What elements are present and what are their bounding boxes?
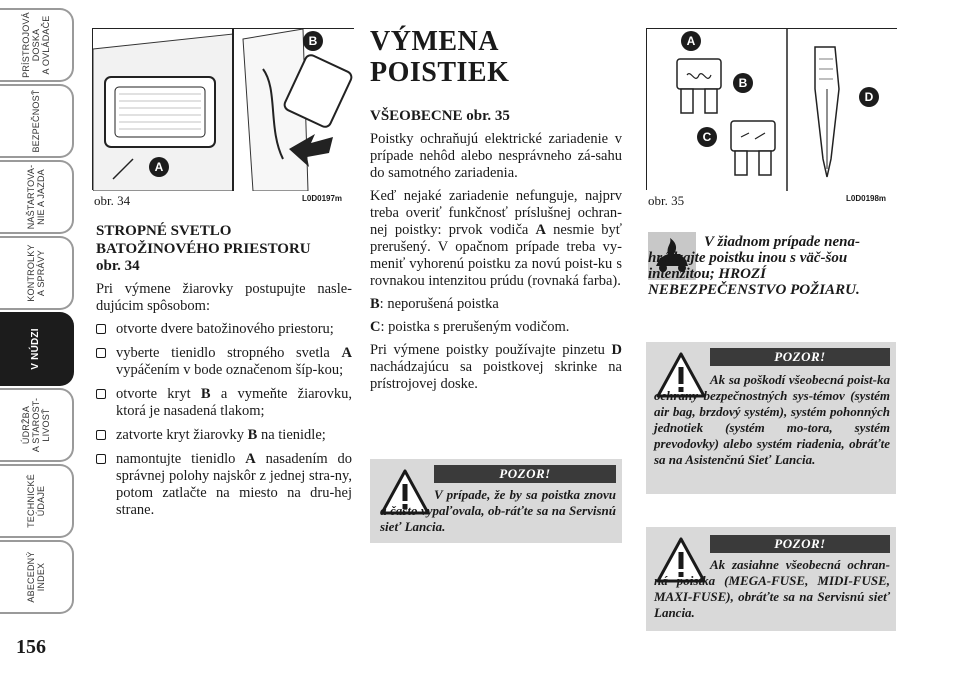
tab-label: TECHNICKÉ ÚDAJE xyxy=(26,474,46,528)
legend-b-key: B xyxy=(370,296,380,312)
step-text-post: nasadením do správnej polohy najskôr z jednej stra-ny, potom zatlačte na miesto na dru-hej strane. xyxy=(116,451,352,518)
legend-b-text: : neporušená poistka xyxy=(379,296,499,312)
chapter-title-line1: VÝMENA xyxy=(370,26,499,57)
legend-c-text: : poistka s prerušeným vodičom. xyxy=(380,319,570,335)
tab-label: ÚDRŽBA A STAROST- LIVOSŤ xyxy=(21,397,51,453)
step-item xyxy=(96,321,352,338)
figure-reference: obr. 34 xyxy=(96,258,140,274)
warning-text: Ak sa poškodí všeobecná poist-ka ochrany bezpečnostných sys-témov (systém air bag, brzdový systém), systém pohonných jednotiek (systém mo-tora, systém prevodovky) alebo systém riadenia, obráťte sa na Asistenčnú Sieť Lancia. xyxy=(654,372,890,467)
chapter-title-line2: POISTIEK xyxy=(370,57,510,88)
warning-header: POZOR! xyxy=(710,535,890,553)
p2-text-end: nesmie byť prerušený. V opačnom prípade treba vy-meniť vyhorenú poistku za novú poist-ku s rovnakou intenzitou prúdu (rovnaká farba). xyxy=(370,222,622,289)
danger-note xyxy=(648,234,896,298)
callout-b: B xyxy=(303,31,323,51)
tab-chapter-2[interactable] xyxy=(0,160,74,234)
danger-text: V žiadnom prípade nena-hrádzajte poistku inou s väč-šou intenzitou; HROZÍ NEBEZPEČENSTVO POŽIARU. xyxy=(648,234,860,298)
p3-text: Pri výmene poistky používajte pinzetu xyxy=(370,342,612,358)
step-text-bold: B xyxy=(200,386,211,402)
tab-chapter-5[interactable] xyxy=(0,388,74,462)
callout-b: B xyxy=(733,73,753,93)
checkbox-bullet-icon xyxy=(96,454,106,464)
figure-34-caption: obr. 34 xyxy=(94,193,131,208)
step-text-pre: otvorte dvere batožinového priestoru; xyxy=(116,321,334,337)
section-fuses-general xyxy=(370,108,622,399)
fuse-illustration xyxy=(647,29,898,191)
tab-chapter-6[interactable] xyxy=(0,464,74,538)
tab-label: BEZPEČNOSŤ xyxy=(31,89,41,153)
warning-box-3 xyxy=(646,527,896,631)
checkbox-bullet-icon xyxy=(96,348,106,358)
step-item xyxy=(96,427,352,444)
step-text-bold: A xyxy=(341,345,352,361)
tab-chapter-1[interactable] xyxy=(0,84,74,158)
p3-text-end: nachádzajúcu sa poistkovej skrinke na prístrojovej doske. xyxy=(370,359,622,392)
step-item xyxy=(96,451,352,519)
legend-c xyxy=(370,319,622,336)
paragraph-1: Poistky ochraňujú elektrické zariadenie v prípade nehôd alebo nesprávneho zá-sahu do samotného zariadenia. xyxy=(370,131,622,181)
chapter-tabs xyxy=(0,8,78,616)
p2-text: Keď nejaké zariadenie nefunguje, najprv treba overiť funkčnosť príslušnej ochran-nej poistky: prvok vodiča xyxy=(370,188,622,238)
figure-35-image xyxy=(646,28,897,190)
tab-label: PRÍSTROJOVÁ DOSKA A OVLÁDAČE xyxy=(21,12,51,78)
figure-34-code: L0D0197m xyxy=(302,194,343,203)
step-text-pre: namontujte tienidlo xyxy=(116,451,246,467)
p3-key: D xyxy=(611,342,622,358)
checkbox-bullet-icon xyxy=(96,389,106,399)
chapter-title xyxy=(370,26,630,88)
warning-header: POZOR! xyxy=(710,348,890,366)
trunk-light-illustration xyxy=(93,29,355,191)
tab-chapter-0[interactable] xyxy=(0,8,74,82)
checkbox-bullet-icon xyxy=(96,430,106,440)
step-list xyxy=(96,321,352,519)
step-text-post: vypáčením v bode označenom šíp-kou; xyxy=(116,362,344,378)
figure-35-code: L0D0198m xyxy=(846,194,887,203)
step-text-pre: vyberte tienidlo stropného svetla xyxy=(116,345,342,361)
figure-34-image xyxy=(92,28,354,190)
step-text-pre: zatvorte kryt žiarovky xyxy=(116,427,248,443)
step-text-bold: A xyxy=(245,451,256,467)
tab-label: NAŠTARTOVA- NIE A JAZDA xyxy=(26,164,46,230)
step-text-pre: otvorte kryt xyxy=(116,386,201,402)
legend-b xyxy=(370,296,622,313)
warning-text: V prípade, že by sa poistka znovu a často vypaľovala, ob-ráťte sa na Servisnú sieť Lancia. xyxy=(380,487,616,534)
checkbox-bullet-icon xyxy=(96,324,106,334)
warning-text: Ak zasiahne všeobecná ochran-ná poistka (MEGA-FUSE, MIDI-FUSE, MAXI-FUSE), obráťte sa na Servisnú sieť Lancia. xyxy=(654,557,890,620)
p2-key: A xyxy=(535,222,546,238)
paragraph-3 xyxy=(370,342,622,393)
callout-a: A xyxy=(149,157,169,177)
tab-label: KONTROLKY A SPRÁVY xyxy=(26,244,46,302)
callout-c: C xyxy=(697,127,717,147)
intro-text: Pri výmene žiarovky postupujte nasle-dujúcim spôsobom: xyxy=(96,281,352,314)
warning-box-2 xyxy=(646,342,896,494)
step-text-post: na tienidle; xyxy=(257,427,326,443)
tab-label: V NÚDZI xyxy=(30,328,41,370)
section-title-line1: STROPNÉ SVETLO xyxy=(96,223,232,239)
section-subtitle: VŠEOBECNE obr. 35 xyxy=(370,108,510,124)
section-title-line2: BATOŽINOVÉHO PRIESTORU xyxy=(96,241,311,257)
tab-chapter-7[interactable] xyxy=(0,540,74,614)
legend-c-key: C xyxy=(370,319,381,335)
figure-35-caption: obr. 35 xyxy=(648,193,685,208)
page-number: 156 xyxy=(16,636,46,658)
step-text-bold: B xyxy=(247,427,258,443)
callout-a: A xyxy=(681,31,701,51)
tab-chapter-4[interactable] xyxy=(0,312,74,386)
warning-box-1 xyxy=(370,459,622,543)
paragraph-2 xyxy=(370,188,622,290)
section-trunk-light xyxy=(96,222,352,526)
step-item xyxy=(96,386,352,420)
callout-d: D xyxy=(859,87,879,107)
warning-header: POZOR! xyxy=(434,465,616,483)
tab-chapter-3[interactable] xyxy=(0,236,74,310)
tab-label: ABECEDNÝ INDEX xyxy=(26,551,46,603)
step-item xyxy=(96,345,352,379)
step-text-post: a vymeňte žiarovku, ktorá je nasadená tlakom; xyxy=(116,386,352,419)
